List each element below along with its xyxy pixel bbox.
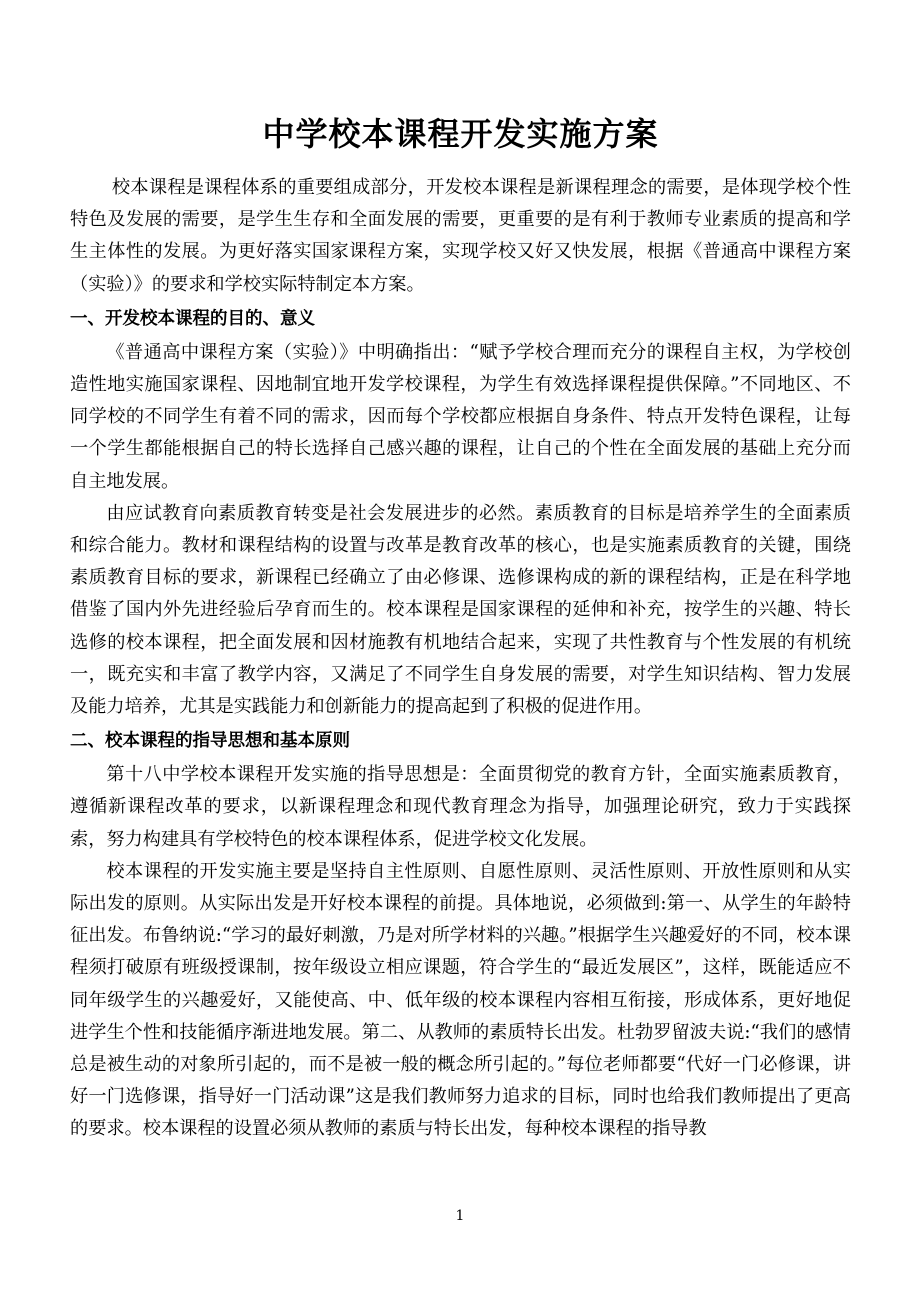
intro-paragraph: 校本课程是课程体系的重要组成部分，开发校本课程是新课程理念的需要，是体现学校个性特色及发展的需要，是学生生存和全面发展的需要，更重要的是有利于教师专业素质的提高和学生主体性的发展。为更好落实国家课程方案，实现学校又好又快发展，根据《普通高中课程方案（实验）》的要求和学校实际特制定本方案。	[70, 177, 851, 295]
section-paragraph: 第十八中学校本课程开发实施的指导思想是：全面贯彻党的教育方针，全面实施素质教育，遵循新课程改革的要求，以新课程理念和现代教育理念为指导，加强理论研究，致力于实践探索，努力构建具有学校特色的校本课程体系，促进学校文化发展。	[70, 764, 851, 850]
document-title: 中学校本课程开发实施方案	[262, 115, 659, 153]
document-body	[70, 110, 851, 1146]
section-paragraph: 由应试教育向素质教育转变是社会发展进步的必然。素质教育的目标是培养学生的全面素质和综合能力。教材和课程结构的设置与改革是教育改革的核心，也是实施素质教育的关键，围绕素质教育目标的要求，新课程已经确立了由必修课、选修课构成的新的课程结构，正是在科学地借鉴了国内外先进经验后孕育而生的。校本课程是国家课程的延伸和补充，按学生的兴趣、特长选修的校本课程，把全面发展和因材施教有机地结合起来，实现了共性教育与个性发展的有机统一，既充实和丰富了教学内容，又满足了不同学生自身发展的需要，对学生知识结构、智力发展及能力培养，尤其是实践能力和创新能力的提高起到了积极的促进作用。	[70, 502, 851, 718]
section-paragraph: 校本课程的开发实施主要是坚持自主性原则、自愿性原则、灵活性原则、开放性原则和从实际出发的原则。从实际出发是开好校本课程的前提。具体地说，必须做到:第一、从学生的年龄特征出发。布鲁纳说:“学习的最好刺激，乃是对所学材料的兴趣。”根据学生兴趣爱好的不同，校本课程须打破原有班级授课制，按年级设立相应课题，符合学生的“最近发展区”，这样，既能适应不同年级学生的兴趣爱好，又能使高、中、低年级的校本课程内容相互衔接，形成体系，更好地促进学生个性和技能循序渐进地发展。第二、从教师的素质特长出发。杜勃罗留波夫说:“我们的感情总是被生动的对象所引起的，而不是被一般的概念所引起的。”每位老师都要“代好一门必修课，讲好一门选修课，指导好一门活动课”这是我们教师努力追求的目标，同时也给我们教师提出了更高的要求。校本课程的设置必须从教师的素质与特长出发，每种校本课程的指导教	[70, 860, 851, 1140]
section-heading-principles: 二、校本课程的指导思想和基本原则	[70, 731, 350, 752]
section-heading-purpose: 一、开发校本课程的目的、意义	[70, 308, 315, 329]
page-number: 1	[455, 1208, 465, 1224]
section-paragraph: 《普通高中课程方案（实验）》中明确指出：“赋予学校合理而充分的课程自主权，为学校创造性地实施国家课程、因地制宜地开发学校课程，为学生有效选择课程提供保障。”不同地区、不同学校的不同学生有着不同的需求，因而每个学校都应根据自身条件、特点开发特色课程，让每一个学生都能根据自己的特长选择自己感兴趣的课程，让自己的个性在全面发展的基础上充分而自主地发展。	[70, 341, 851, 492]
